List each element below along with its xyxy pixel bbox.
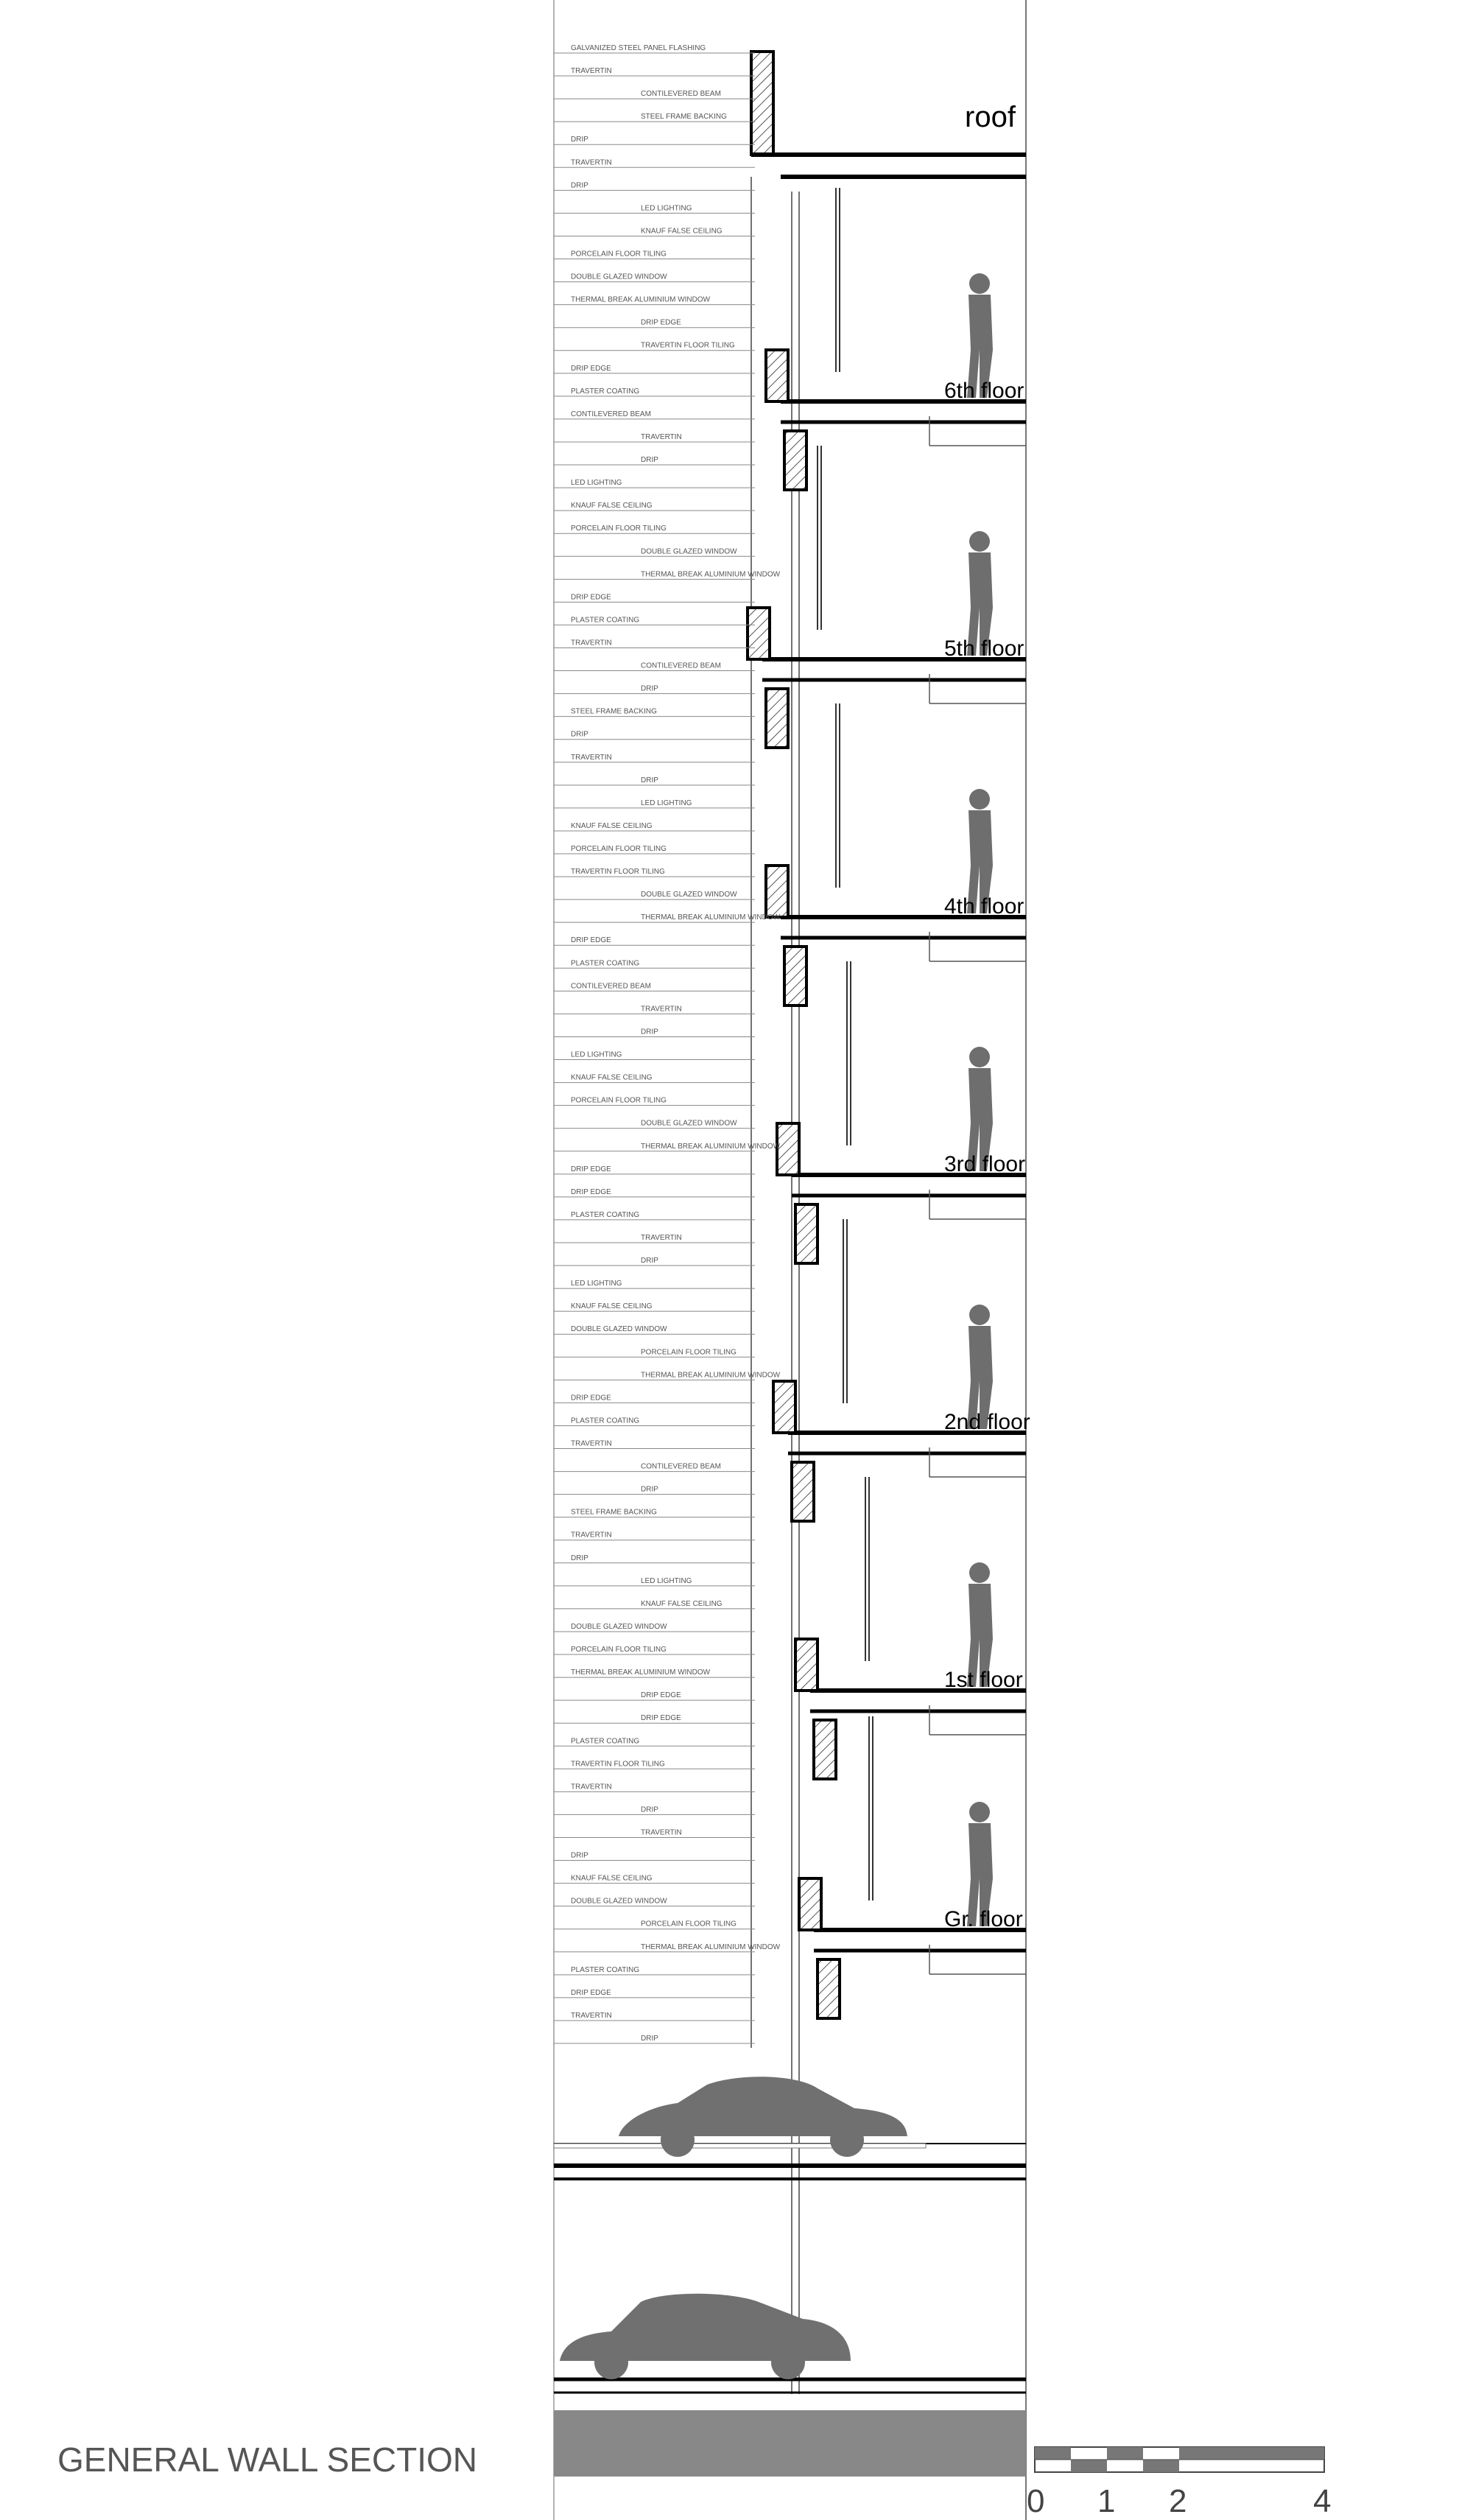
travertine-panel — [818, 1959, 840, 2018]
annotation-leader — [554, 410, 755, 419]
travertine-panel — [792, 1462, 814, 1521]
annotation-leader — [554, 90, 755, 99]
annotation-text: DRIP — [571, 136, 588, 144]
annotation-leader — [554, 731, 755, 740]
floor-label: roof — [965, 101, 1016, 133]
scale-label-4: 4 — [1313, 2483, 1332, 2519]
storey-slab — [766, 703, 1026, 1005]
annotation-text: KNAUF FALSE CEILING — [571, 1302, 653, 1311]
annotation-leader — [554, 273, 755, 282]
annotation-text: STEEL FRAME BACKING — [571, 1508, 657, 1517]
annotation-text: DRIP — [641, 1028, 658, 1036]
annotation-text: DRIP EDGE — [641, 318, 681, 327]
annotation-leader — [554, 1325, 755, 1334]
annotation-text: LED LIGHTING — [571, 479, 622, 488]
annotation-text: TRAVERTIN — [571, 1783, 612, 1791]
annotation-leader — [554, 1440, 755, 1449]
annotation-text: TRAVERTIN FLOOR TILING — [571, 1760, 665, 1769]
annotation-leader — [554, 776, 755, 785]
annotation-leader — [554, 1577, 755, 1586]
annotation-leader — [554, 1234, 755, 1243]
annotation-text: DRIP — [641, 776, 658, 785]
annotation-leader — [554, 158, 755, 167]
annotation-text: TRAVERTIN — [571, 639, 612, 647]
annotation-text: DRIP — [641, 1485, 658, 1494]
annotation-text: DRIP — [641, 456, 658, 465]
annotation-leader — [554, 1531, 755, 1540]
storey-slab — [766, 188, 1026, 490]
annotation-text: THERMAL BREAK ALUMINIUM WINDOW — [641, 1371, 781, 1380]
annotation-leader — [554, 662, 755, 671]
scale-label-1: 1 — [1097, 2483, 1116, 2519]
travertine-panel — [766, 350, 788, 401]
annotation-text: STEEL FRAME BACKING — [571, 707, 657, 716]
annotation-text: DRIP — [641, 1805, 658, 1814]
annotation-leader — [554, 959, 755, 968]
annotation-leader — [554, 479, 755, 488]
parking-lower — [554, 2294, 1026, 2393]
annotation-text: CONTILEVERED BEAM — [641, 661, 721, 670]
car-silhouette — [560, 2294, 851, 2379]
annotation-text: TRAVERTIN — [571, 67, 612, 76]
annotation-leader — [554, 1920, 755, 1929]
annotation-leader — [554, 1165, 755, 1174]
annotation-text: DRIP — [641, 1257, 658, 1266]
annotation-leader — [554, 227, 755, 236]
annotation-leader — [554, 1943, 781, 1952]
annotation-text: KNAUF FALSE CEILING — [571, 1874, 653, 1883]
annotation-text: KNAUF FALSE CEILING — [571, 1073, 653, 1082]
annotation-text: DRIP EDGE — [641, 1714, 681, 1723]
annotation-text: PORCELAIN FLOOR TILING — [641, 1920, 736, 1928]
annotation-text: DRIP — [641, 2035, 658, 2043]
annotation-leader — [554, 44, 755, 53]
drawing-title: GENERAL WALL SECTION — [57, 2440, 478, 2479]
annotation-leader — [554, 799, 755, 808]
annotation-leader — [554, 1051, 755, 1060]
annotation-leader — [554, 524, 755, 533]
floor-label: 6th floor — [944, 379, 1024, 403]
scale-bar — [1027, 2447, 1331, 2519]
annotation-text: THERMAL BREAK ALUMINIUM WINDOW — [641, 913, 781, 922]
annotation-text: LED LIGHTING — [641, 204, 692, 213]
travertine-panel — [766, 689, 788, 748]
annotation-text: PLASTER COATING — [571, 616, 640, 625]
travertine-panel — [777, 1123, 799, 1175]
annotation-text: CONTILEVERED BEAM — [641, 1462, 721, 1471]
annotation-leader — [554, 1852, 755, 1861]
annotation-leader — [554, 1509, 755, 1517]
annotation-leader — [554, 1737, 755, 1746]
annotation-text: DOUBLE GLAZED WINDOW — [571, 273, 667, 281]
annotation-text: DRIP EDGE — [571, 1165, 611, 1173]
annotation-leader — [554, 1486, 755, 1495]
annotation-text: DRIP EDGE — [571, 593, 611, 602]
travertine-panel — [784, 431, 806, 490]
floor-label: 3rd floor — [944, 1152, 1026, 1176]
annotation-leader — [554, 1211, 755, 1220]
annotation-leader — [554, 1989, 755, 1998]
annotation-text: DOUBLE GLAZED WINDOW — [571, 1897, 667, 1906]
annotation-text: TRAVERTIN — [641, 432, 682, 441]
annotation-text: TRAVERTIN — [571, 158, 612, 167]
annotation-leader — [554, 1394, 755, 1403]
annotation-leader — [554, 319, 755, 328]
floor-label: 1st floor — [944, 1668, 1023, 1692]
annotation-leader — [554, 1097, 755, 1106]
annotation-leader — [554, 822, 755, 831]
annotation-text: DRIP EDGE — [571, 1394, 611, 1403]
annotation-text: DRIP — [641, 684, 658, 693]
annotation-text: DRIP EDGE — [571, 364, 611, 373]
travertine-panel — [773, 1381, 795, 1433]
annotation-leader — [554, 891, 755, 899]
annotation-text: TRAVERTIN — [571, 753, 612, 762]
annotation-leader — [554, 1302, 755, 1311]
annotation-leader — [554, 913, 781, 922]
annotation-text: DOUBLE GLAZED WINDOW — [641, 547, 737, 556]
annotation-text: PORCELAIN FLOOR TILING — [571, 1096, 667, 1105]
annotation-text: LED LIGHTING — [571, 1280, 622, 1288]
annotation-text: THERMAL BREAK ALUMINIUM WINDOW — [571, 295, 711, 304]
annotation-leader — [554, 1668, 755, 1677]
annotation-leader — [554, 1554, 755, 1563]
annotation-leader — [554, 1646, 755, 1654]
annotation-text: PLASTER COATING — [571, 1737, 640, 1746]
annotation-text: PLASTER COATING — [571, 959, 640, 968]
annotation-text: DOUBLE GLAZED WINDOW — [641, 1119, 737, 1128]
annotation-text: DRIP EDGE — [571, 1988, 611, 1997]
annotation-leader — [554, 181, 755, 190]
annotation-leader — [554, 113, 755, 122]
annotation-text: THERMAL BREAK ALUMINIUM WINDOW — [641, 1942, 781, 1951]
annotation-leader — [554, 433, 755, 442]
annotation-leader — [554, 754, 755, 762]
annotation-text: PLASTER COATING — [571, 1417, 640, 1425]
annotation-leader — [554, 2012, 755, 2021]
annotation-text: DRIP — [571, 1851, 588, 1860]
annotation-text: THERMAL BREAK ALUMINIUM WINDOW — [571, 1668, 711, 1677]
annotation-leader — [554, 845, 755, 854]
annotation-leader — [554, 456, 755, 465]
annotation-leader — [554, 639, 755, 647]
annotation-text: TRAVERTIN FLOOR TILING — [571, 868, 665, 877]
annotation-leader — [554, 136, 755, 144]
annotation-text: PORCELAIN FLOOR TILING — [571, 1646, 667, 1654]
annotation-text: CONTILEVERED BEAM — [641, 90, 721, 99]
annotation-leader — [554, 982, 755, 991]
annotation-leader — [554, 387, 755, 396]
travertine-panel — [795, 1204, 818, 1263]
annotation-text: DOUBLE GLAZED WINDOW — [571, 1622, 667, 1631]
annotation-text: TRAVERTIN FLOOR TILING — [641, 341, 735, 350]
annotation-leader — [554, 708, 755, 717]
annotation-text: KNAUF FALSE CEILING — [571, 821, 653, 830]
travertine-panel — [766, 866, 788, 917]
annotation-leader — [554, 1074, 755, 1083]
parking-upper — [554, 2077, 1026, 2179]
annotation-text: PLASTER COATING — [571, 387, 640, 396]
annotation-text: CONTILEVERED BEAM — [571, 982, 651, 991]
annotation-leader — [554, 1028, 755, 1036]
annotation-text: TRAVERTIN — [641, 1233, 682, 1242]
annotation-text: CONTILEVERED BEAM — [571, 410, 651, 418]
floor-label: 5th floor — [944, 636, 1024, 661]
annotation-leader — [554, 250, 755, 259]
travertine-panel — [784, 947, 806, 1005]
scale-label-0: 0 — [1027, 2483, 1045, 2519]
annotation-leader — [554, 1005, 755, 1014]
annotation-text: TRAVERTIN — [571, 2011, 612, 2020]
storey-slab — [777, 961, 1026, 1263]
annotation-leader — [554, 868, 755, 877]
annotation-leader — [554, 204, 755, 213]
annotation-text: DRIP — [571, 1554, 588, 1562]
annotation-text: TRAVERTIN — [641, 1005, 682, 1014]
storeys — [748, 188, 1026, 2018]
annotation-text: KNAUF FALSE CEILING — [641, 227, 723, 236]
annotation-text: TRAVERTIN — [571, 1531, 612, 1540]
storey-slab — [795, 1477, 1026, 1779]
annotation-text: TRAVERTIN — [571, 1439, 612, 1448]
annotation-leader — [554, 1828, 755, 1837]
annotation-leader — [554, 296, 755, 305]
annotation-leader — [554, 502, 755, 510]
annotation-leader — [554, 593, 755, 602]
travertine-panel — [814, 1720, 836, 1779]
floor-label: Gr. floor — [944, 1907, 1023, 1931]
annotation-text: DRIP EDGE — [571, 936, 611, 945]
annotation-leader — [554, 67, 755, 76]
annotation-leader — [554, 1600, 755, 1609]
annotation-leader — [554, 1120, 755, 1129]
annotation-text: PORCELAIN FLOOR TILING — [641, 1348, 736, 1357]
annotation-text: LED LIGHTING — [571, 1050, 622, 1059]
annotation-text: DRIP — [571, 181, 588, 190]
travertine-panel — [795, 1639, 818, 1691]
annotation-text: KNAUF FALSE CEILING — [641, 1599, 723, 1608]
annotation-leader — [554, 1875, 755, 1884]
annotation-text: PORCELAIN FLOOR TILING — [571, 845, 667, 854]
annotation-leader — [554, 1417, 755, 1425]
annotation-leader — [554, 1371, 781, 1380]
annotation-leader — [554, 365, 755, 373]
annotation-leader — [554, 1783, 755, 1791]
annotation-leader — [554, 1714, 755, 1723]
annotation-leader — [554, 616, 755, 625]
annotation-text: PLASTER COATING — [571, 1210, 640, 1219]
annotation-leader — [554, 547, 755, 556]
annotation-column — [554, 44, 781, 2043]
annotation-leader — [554, 1966, 755, 1975]
annotation-text: STEEL FRAME BACKING — [641, 113, 727, 122]
foundation-band — [554, 2410, 1026, 2477]
parapet-travertine — [751, 52, 773, 155]
annotation-leader — [554, 1691, 755, 1700]
annotation-text: PLASTER COATING — [571, 1965, 640, 1974]
annotation-text: LED LIGHTING — [641, 1576, 692, 1585]
travertine-panel — [799, 1878, 821, 1930]
annotation-leader — [554, 2035, 755, 2043]
annotation-leader — [554, 1760, 755, 1769]
annotation-text: DRIP — [571, 730, 588, 739]
annotation-leader — [554, 1257, 755, 1266]
annotation-text: DOUBLE GLAZED WINDOW — [641, 891, 737, 899]
annotation-text: THERMAL BREAK ALUMINIUM WINDOW — [641, 570, 781, 579]
annotation-text: PORCELAIN FLOOR TILING — [571, 524, 667, 533]
annotation-leader — [554, 1623, 755, 1632]
annotation-leader — [554, 570, 781, 579]
annotation-leader — [554, 342, 755, 351]
scale-label-2: 2 — [1169, 2483, 1187, 2519]
travertine-panel — [748, 608, 770, 659]
annotation-leader — [554, 1805, 755, 1814]
annotation-text: DRIP EDGE — [641, 1691, 681, 1700]
annotation-leader — [554, 936, 755, 945]
annotation-text: GALVANIZED STEEL PANEL FLASHING — [571, 44, 706, 52]
floor-label: 4th floor — [944, 894, 1024, 919]
annotation-text: THERMAL BREAK ALUMINIUM WINDOW — [641, 1142, 781, 1151]
annotation-leader — [554, 1898, 755, 1906]
annotation-leader — [554, 685, 755, 694]
floor-label: 2nd floor — [944, 1410, 1030, 1434]
annotation-leader — [554, 1143, 781, 1151]
annotation-text: DOUBLE GLAZED WINDOW — [571, 1325, 667, 1334]
annotation-text: PORCELAIN FLOOR TILING — [571, 250, 667, 259]
annotation-text: KNAUF FALSE CEILING — [571, 502, 653, 510]
annotation-text: TRAVERTIN — [641, 1828, 682, 1837]
annotation-leader — [554, 1188, 755, 1197]
annotation-text: LED LIGHTING — [641, 799, 692, 807]
annotation-text: DRIP EDGE — [571, 1187, 611, 1196]
annotation-leader — [554, 1463, 755, 1472]
annotation-leader — [554, 1280, 755, 1288]
annotation-leader — [554, 1348, 755, 1357]
